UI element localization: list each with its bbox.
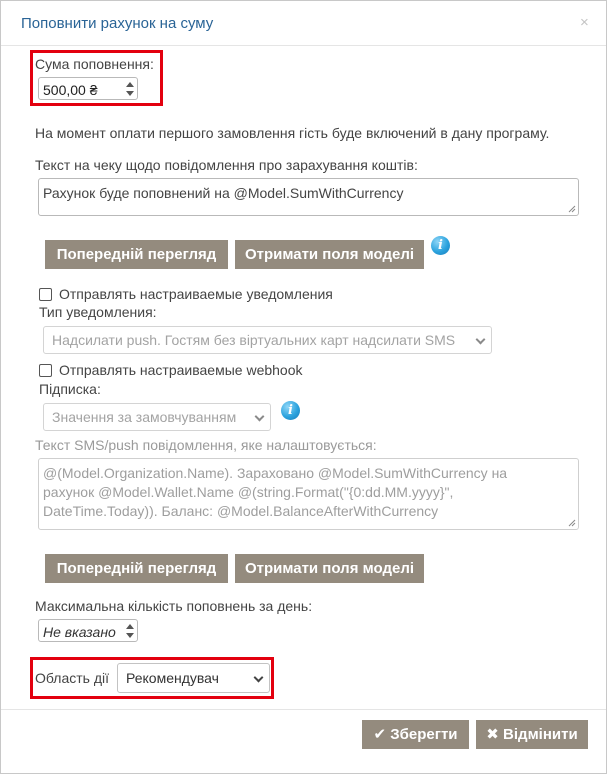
chevron-down-icon: [476, 335, 486, 345]
get-model-fields-button-2[interactable]: Отримати поля моделі: [235, 554, 424, 583]
footer-divider: [1, 709, 606, 710]
max-per-day-spinner[interactable]: [38, 619, 138, 642]
cancel-button[interactable]: [476, 720, 588, 749]
preview-button-2[interactable]: Попередній перегляд: [45, 554, 228, 583]
scope-value: Рекомендувач: [126, 670, 219, 686]
cancel-button-label: Відмінити: [503, 726, 578, 743]
subscription-select[interactable]: [43, 403, 271, 431]
sms-line-1: @(Model.Organization.Name). Зараховано @Model.SumWithCurrency на: [43, 465, 508, 481]
notification-type-label: Тип уведомления:: [39, 304, 157, 320]
get-model-fields-button-1[interactable]: Отримати поля моделі: [235, 240, 424, 269]
amount-spinner[interactable]: [38, 77, 138, 100]
info-icon[interactable]: i: [281, 401, 300, 420]
notification-type-select[interactable]: [43, 326, 492, 354]
resize-grip-icon[interactable]: [568, 519, 576, 527]
save-button[interactable]: [362, 720, 469, 749]
spinner-arrows-icon[interactable]: [125, 621, 135, 641]
notifications-checkbox-label: Отправлять настраиваемые уведомления: [59, 286, 333, 302]
max-per-day-label: Максимальна кількість поповнень за день:: [35, 598, 313, 614]
scope-label: Область дії: [35, 670, 109, 686]
subscription-label: Підписка:: [39, 381, 101, 397]
webhook-checkbox[interactable]: [39, 364, 52, 377]
cross-icon: ✖: [486, 726, 499, 743]
info-icon[interactable]: i: [431, 236, 450, 255]
header-divider: [1, 45, 606, 46]
webhook-checkbox-label: Отправлять настраиваемые webhook: [59, 362, 303, 378]
sms-line-3: DateTime.Today)). Баланс: @Model.BalanceAfterWithCurrency: [43, 503, 439, 519]
sms-label: Текст SMS/push повідомлення, яке налаштовується:: [35, 437, 377, 453]
spinner-arrows-icon[interactable]: [125, 79, 135, 99]
save-button-label: Зберегти: [390, 726, 458, 743]
amount-label: Сума поповнення:: [35, 56, 154, 72]
receipt-value: Рахунок буде поповнений на @Model.SumWithCurrency: [43, 185, 404, 201]
program-info-text: На момент оплати першого замовлення гість буде включений в дану програму.: [35, 125, 550, 141]
amount-value: 500,00 ₴: [43, 82, 98, 98]
sms-line-2: рахунок @Model.Wallet.Name @(string.Format("{0:dd.MM.yyyy}",: [43, 484, 454, 500]
receipt-textarea[interactable]: [38, 178, 579, 216]
close-icon[interactable]: ×: [580, 14, 589, 31]
subscription-value: Значення за замовчуванням: [52, 409, 237, 425]
preview-button-1[interactable]: Попередній перегляд: [45, 240, 228, 269]
dialog-title: Поповнити рахунок на суму: [21, 15, 214, 32]
receipt-label: Текст на чеку щодо повідомлення про зарахування коштів:: [35, 157, 418, 173]
scope-select[interactable]: [117, 663, 270, 693]
notifications-checkbox[interactable]: [39, 288, 52, 301]
max-per-day-value: Не вказано: [43, 624, 116, 640]
notification-type-value: Надсилати push. Гостям без віртуальних карт надсилати SMS: [52, 332, 456, 348]
check-icon: ✔: [373, 726, 387, 743]
chevron-down-icon: [255, 412, 265, 422]
chevron-down-icon: [254, 673, 264, 683]
sms-textarea[interactable]: [38, 458, 579, 530]
resize-grip-icon[interactable]: [568, 205, 576, 213]
